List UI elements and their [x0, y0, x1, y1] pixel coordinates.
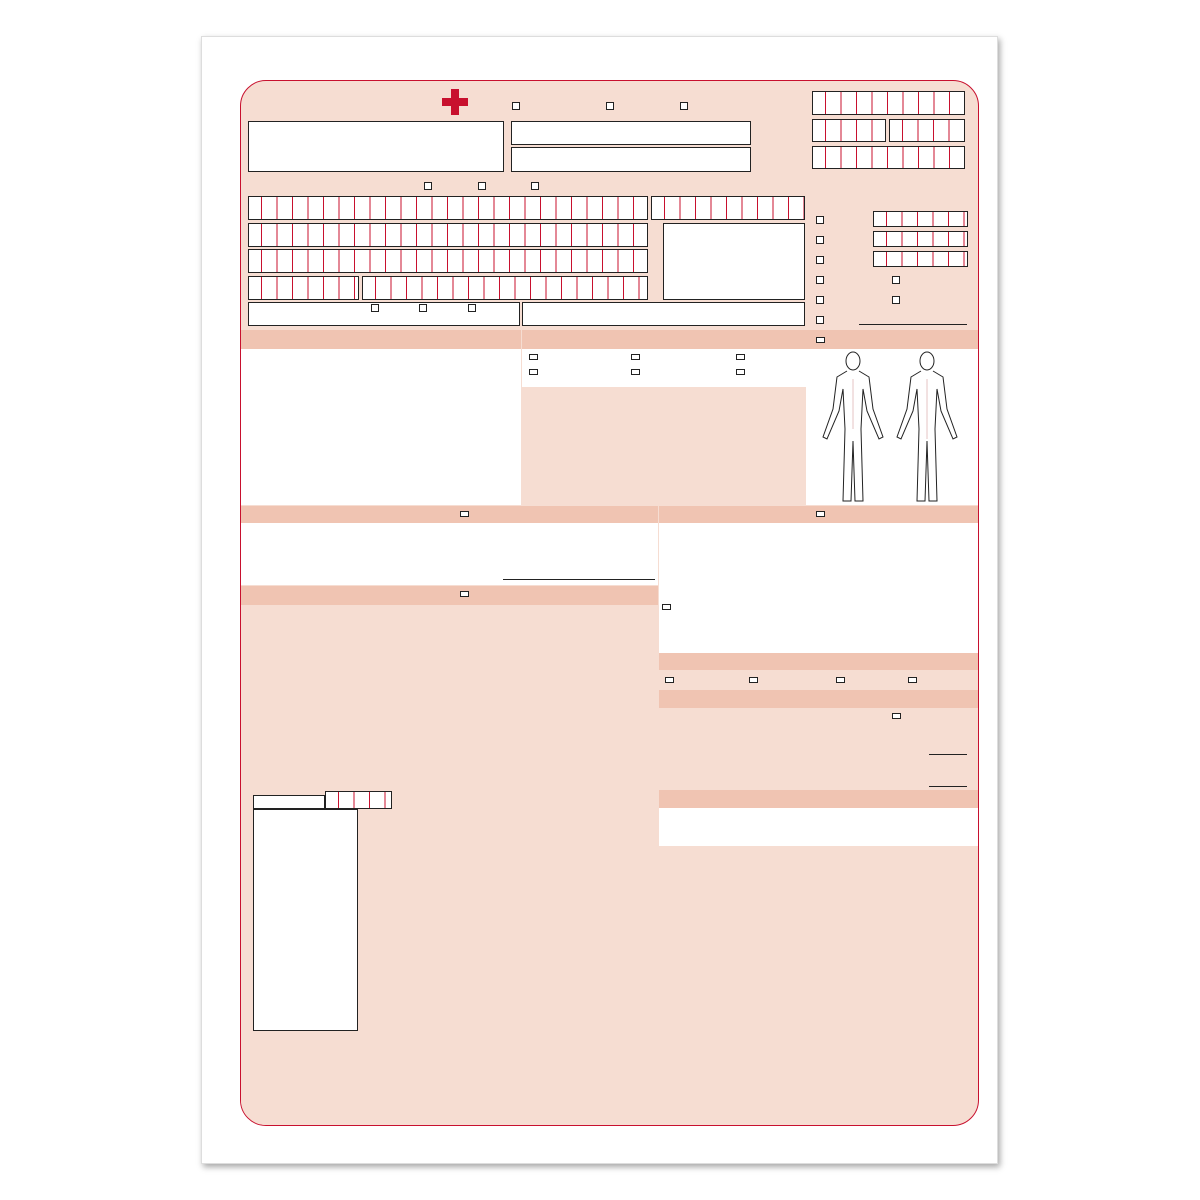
lfd-field[interactable]	[812, 146, 965, 169]
erkrankung-band	[241, 506, 658, 523]
check-elektro[interactable]	[631, 367, 643, 378]
check-mas-sonstiges[interactable]	[662, 602, 674, 613]
check-verbrennung[interactable]	[736, 352, 748, 363]
kreisverband-field[interactable]	[248, 121, 504, 172]
check-massnahmen-keine[interactable]	[816, 509, 828, 520]
name-field[interactable]	[248, 196, 648, 220]
check-prellung[interactable]	[529, 352, 541, 363]
geb-field[interactable]	[651, 196, 805, 220]
check-eh-keine[interactable]	[908, 675, 920, 686]
chart-zeit-field[interactable]	[325, 791, 392, 809]
bemerkungen-band	[659, 790, 979, 808]
check-tel-freunde[interactable]	[468, 303, 479, 314]
check-polizei[interactable]	[816, 215, 827, 226]
erkrankung-area	[241, 523, 658, 585]
check-aed[interactable]	[836, 675, 848, 686]
check-divers[interactable]	[531, 181, 542, 192]
uhrzeit-bis-field[interactable]	[889, 119, 965, 142]
telefon-field[interactable]	[248, 302, 520, 326]
notfall-field[interactable]	[241, 349, 521, 505]
check-insuffizient[interactable]	[749, 675, 761, 686]
notfall-band	[241, 330, 521, 349]
red-cross-logo	[442, 89, 468, 115]
wohnort-field[interactable]	[362, 276, 648, 300]
symbole-header	[253, 795, 325, 809]
check-wunde[interactable]	[631, 352, 643, 363]
fundort-field[interactable]	[663, 223, 805, 300]
check-santeam[interactable]	[816, 255, 827, 266]
check-mosan[interactable]	[680, 101, 691, 112]
wertsachen-zeit-line[interactable]	[929, 786, 967, 787]
polizei-field[interactable]	[873, 211, 968, 227]
verletzung-band	[522, 330, 979, 349]
vitals-grid[interactable]	[361, 811, 661, 1121]
check-tel-familie[interactable]	[419, 303, 430, 314]
check-tel-patient[interactable]	[371, 303, 382, 314]
check-verletzung-keine[interactable]	[816, 335, 828, 346]
krankenkasse-field[interactable]	[522, 302, 805, 326]
vtypes-bg	[522, 349, 806, 387]
check-weibl[interactable]	[478, 181, 489, 192]
ergebnis-zeit-line[interactable]	[929, 754, 967, 755]
datum-field[interactable]	[812, 91, 965, 115]
bemerkungen-field[interactable]	[659, 808, 979, 846]
veranstaltung-field[interactable]	[511, 147, 751, 172]
santeam-field[interactable]	[873, 251, 968, 267]
check-sonst[interactable]	[816, 315, 827, 326]
check-tod[interactable]	[892, 711, 904, 722]
massnahmen-area	[659, 523, 979, 653]
erstbefund-band	[241, 586, 658, 605]
check-rtwktw[interactable]	[816, 235, 827, 246]
sonst-line[interactable]	[859, 324, 967, 325]
check-angehoerige[interactable]	[892, 275, 903, 286]
check-sanwache[interactable]	[512, 101, 523, 112]
check-erkrankung-keine[interactable]	[460, 509, 472, 520]
symbols-panel	[253, 809, 358, 1031]
check-maennl[interactable]	[424, 181, 435, 192]
ergebnis-band	[659, 690, 979, 708]
check-hilfsstelle[interactable]	[606, 101, 617, 112]
vorname-field[interactable]	[248, 223, 648, 247]
check-security[interactable]	[816, 275, 827, 286]
uhrzeit-von-field[interactable]	[812, 119, 886, 142]
ersthelfer-band	[659, 653, 979, 670]
ort-field[interactable]	[511, 121, 751, 145]
plz-field[interactable]	[248, 276, 359, 300]
strasse-field[interactable]	[248, 249, 648, 273]
check-erstbefund-kein[interactable]	[460, 589, 472, 600]
check-suffizient[interactable]	[665, 675, 677, 686]
check-sonstiges-v[interactable]	[736, 367, 748, 378]
protocol-form	[240, 80, 979, 1126]
body-outline-icon	[815, 349, 975, 505]
check-passanten[interactable]	[892, 295, 903, 306]
rtwktw-field[interactable]	[873, 231, 968, 247]
check-inhalation[interactable]	[529, 367, 541, 378]
check-selbst[interactable]	[816, 295, 827, 306]
erk-sonst-line[interactable]	[503, 579, 655, 580]
